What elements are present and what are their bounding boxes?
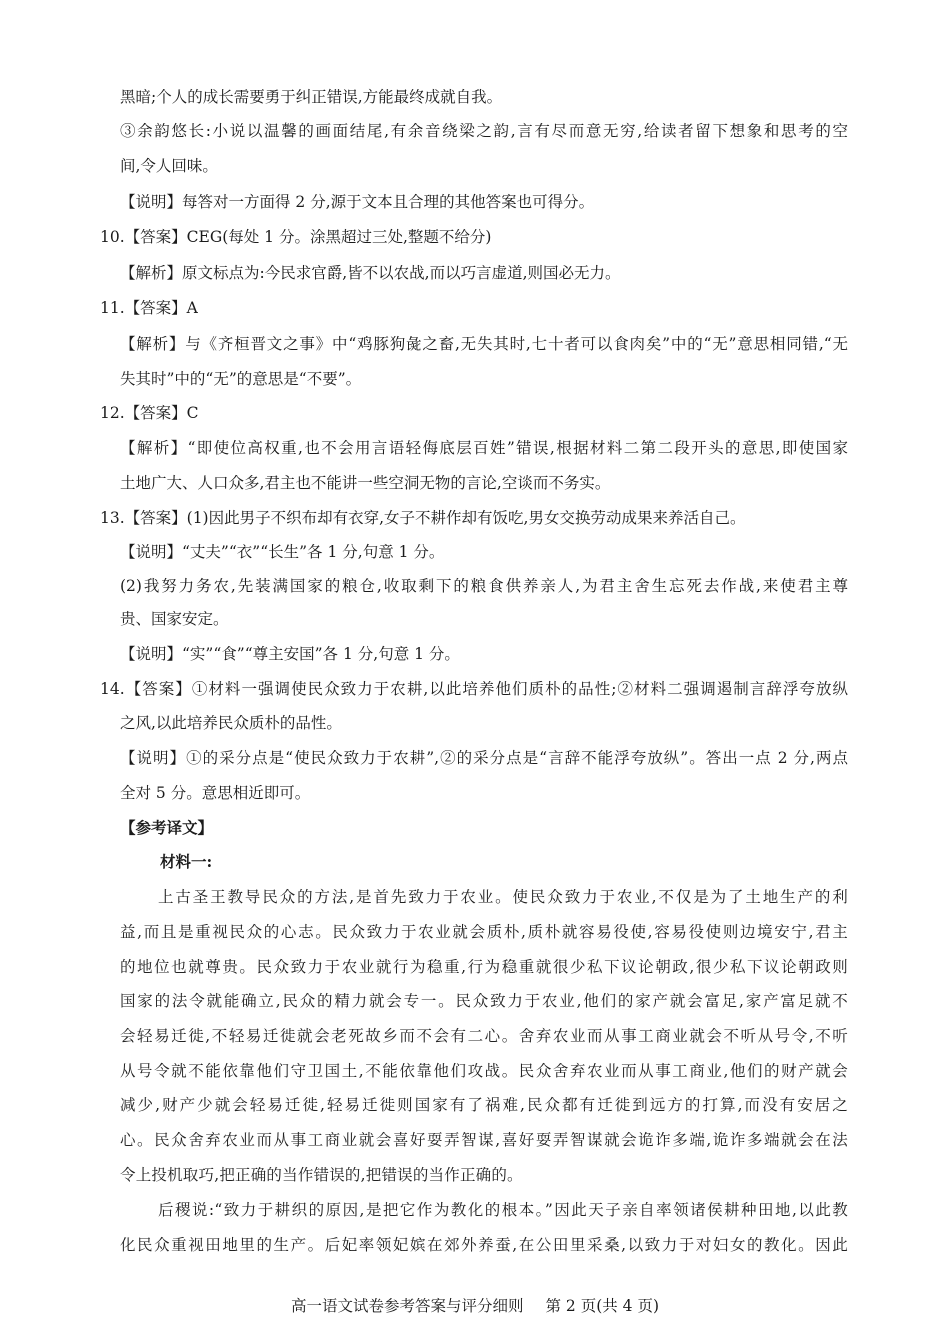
page-footer (0, 1295, 950, 1317)
q14-answer-line: 14.【答案】①材料一强调使民众致力于农耕,以此培养他们质朴的品性;②材料二强调遏制言辞浮夸放纵 (100, 680, 848, 698)
translation-line: 会轻易迁徙,不轻易迁徙就会老死故乡而不会有二心。舍弃农业而从事工商业就会不听从号令,不听 (120, 1027, 848, 1045)
q13-note-1: 【说明】“丈夫”“衣”“长生”各 1 分,句意 1 分。 (120, 543, 445, 561)
q11-analysis-line: 失其时”中的“无”的意思是“不要”。 (120, 370, 362, 388)
translation-line: 的地位也就尊贵。民众致力于农业就行为稳重,行为稳重就很少私下议论朝政,很少私下议论朝政则 (120, 958, 848, 976)
q13-answer-1: 13.【答案】(1)因此男子不织布却有衣穿,女子不耕作却有饭吃,男女交换劳动成果来养活自己。 (100, 509, 746, 527)
material-1-label: 材料一: (160, 852, 213, 871)
q14-answer-line: 之风,以此培养民众质朴的品性。 (120, 714, 342, 732)
translation-line: 减少,财产少就会轻易迁徙,轻易迁徙则国家有了祸难,民众都有迁徙到远方的打算,而没有安居之 (120, 1096, 848, 1114)
answer-continuation-line: 黑暗;个人的成长需要勇于纠正错误,方能最终成就自我。 (120, 88, 503, 106)
q13-answer-2-line: (2)我努力务农,先装满国家的粮仓,收取剩下的粮食供养亲人,为君主舍生忘死去作战,来使君主尊 (120, 577, 848, 595)
translation-heading: 【参考译文】 (120, 818, 214, 837)
q13-answer-2-line: 贵、国家安定。 (120, 610, 229, 628)
q12-answer: 12.【答案】C (100, 404, 199, 422)
translation-line: 从号令就不能依靠他们守卫国土,不能依靠他们攻战。民众舍弃农业而从事工商业,他们的财产就会 (120, 1062, 848, 1080)
scoring-note: 【说明】每答对一方面得 2 分,源于文本且合理的其他答案也可得分。 (120, 193, 595, 211)
translation-line: 心。民众舍弃农业而从事工商业就会喜好耍弄智谋,喜好耍弄智谋就会诡诈多端,诡诈多端就会在法 (120, 1131, 848, 1149)
footer-title: 高一语文试卷参考答案与评分细则 (290, 1297, 524, 1315)
q12-analysis-line: 【解析】“即使位高权重,也不会用言语轻侮底层百姓”错误,根据材料二第二段开头的意思,即使国家 (120, 439, 848, 457)
q10-analysis: 【解析】原文标点为:今民求官爵,皆不以农战,而以巧言虚道,则国必无力。 (120, 264, 621, 282)
translation-line: 益,而且是重视民众的心志。民众致力于农业就会质朴,质朴就容易役使,容易役使则边境安宁,君主 (120, 923, 848, 941)
translation-line: 化民众重视田地里的生产。后妃率领妃嫔在郊外养蚕,在公田里采桑,以致力于对妇女的教化。因此 (120, 1236, 848, 1254)
q11-answer: 11.【答案】A (100, 299, 198, 317)
q14-note-line: 全对 5 分。意思相近即可。 (120, 784, 311, 802)
translation-line: 后稷说:“致力于耕织的原因,是把它作为教化的根本。”因此天子亲自率领诸侯耕种田地,以此教 (158, 1201, 848, 1219)
translation-line: 国家的法令就能确立,民众的精力就会专一。民众致力于农业,他们的家产就会富足,家产富足就不 (120, 992, 848, 1010)
q11-analysis-line: 【解析】与《齐桓晋文之事》中“鸡豚狗彘之畜,无失其时,七十者可以食肉矣”中的“无”意思相同错,“无 (120, 335, 848, 353)
page-number: 第 2 页(共 4 页) (545, 1297, 660, 1315)
q13-note-2: 【说明】“实”“食”“尊主安国”各 1 分,句意 1 分。 (120, 645, 460, 663)
translation-line: 上古圣王教导民众的方法,是首先致力于农业。使民众致力于农业,不仅是为了土地生产的利 (158, 888, 848, 906)
answer-point-3-line: ③余韵悠长:小说以温馨的画面结尾,有余音绕梁之韵,言有尽而意无穷,给读者留下想象和思考的空 (120, 122, 848, 140)
answer-point-3-line: 间,令人回味。 (120, 157, 218, 175)
q10-answer: 10.【答案】CEG(每处 1 分。涂黑超过三处,整题不给分) (100, 228, 492, 246)
q12-analysis-line: 土地广大、人口众多,君主也不能讲一些空洞无物的言论,空谈而不务实。 (120, 474, 611, 492)
q14-note-line: 【说明】①的采分点是“使民众致力于农耕”,②的采分点是“言辞不能浮夸放纵”。答出一点 2 分,两点 (120, 749, 848, 767)
translation-line: 令上投机取巧,把正确的当作错误的,把错误的当作正确的。 (120, 1166, 523, 1184)
